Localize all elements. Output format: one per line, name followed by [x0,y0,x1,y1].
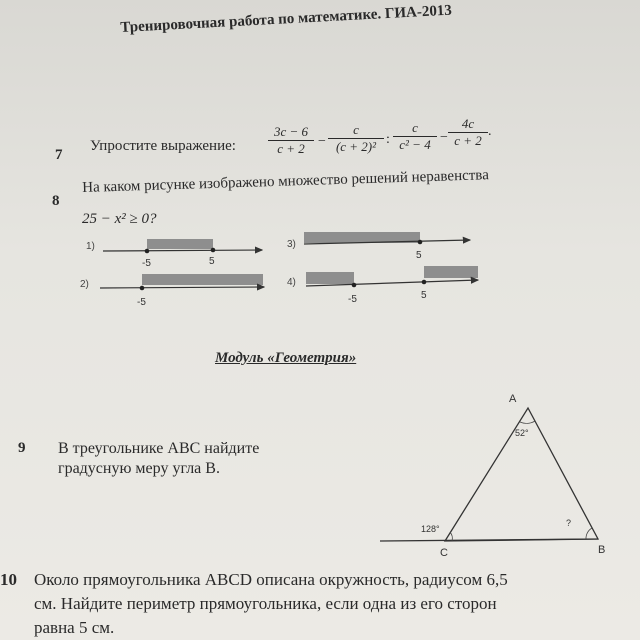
vertex-c-label: C [440,547,448,559]
option-1-number-line [103,239,262,253]
q7-operator-1: − [318,134,326,149]
option-1-shaded-interval [147,239,213,249]
q7-f3-denominator: c² − 4 [399,137,431,152]
option-3-number-line [304,232,470,244]
question-8-number: 8 [52,193,60,209]
option-4-tick-5: 5 [421,290,427,301]
option-4-label: 4) [287,277,296,288]
angle-b-value: ? [566,518,572,528]
option-2-shaded-ray [142,274,263,285]
vertex-a-label: A [509,393,517,405]
option-4-point-5 [422,280,427,285]
angle-b-arc [586,528,592,539]
option-1-label: 1) [86,241,95,252]
option-2-tick-minus5: -5 [137,297,146,308]
option-4-number-line [306,266,478,287]
q7-end: . [488,124,492,139]
option-2-number-line [100,274,264,290]
option-4-point-minus5 [352,283,357,288]
option-3-point-5 [418,240,423,245]
question-10-line-2: см. Найдите периметр прямоугольника, если одна из его сторон [34,594,497,613]
angle-c-value: 128° [421,524,440,534]
q7-f1-denominator: c + 2 [277,141,305,156]
option-2-label: 2) [80,279,89,290]
option-3-tick-5: 5 [416,250,422,261]
q7-f4-numerator: 4c [448,116,488,133]
option-1-point-5 [211,248,216,253]
option-4-shaded-left-ray [306,272,354,284]
question-10-line-1: Около прямоугольника ABCD описана окружность, радиусом 6,5 [34,570,508,589]
question-8-inequality: 25 − x² ≥ 0? [82,211,157,227]
q7-f3-numerator: c [393,120,437,137]
vertex-b-label: B [598,544,606,556]
angle-a-arc [520,421,535,423]
option-3-label: 3) [287,239,296,250]
question-10-number: 10 [0,570,17,589]
option-1-point-minus5 [145,249,150,254]
option-1-tick-5: 5 [209,256,215,267]
option-2-axis [100,287,264,288]
triangle-abc [380,393,605,559]
question-7-number: 7 [55,147,63,163]
option-2-point-minus5 [140,286,145,291]
question-8-text: На каком рисунке изображено множество решений неравенства [82,167,490,196]
q7-operator-3: − [440,130,448,145]
question-9-line-2: градусную меру угла B. [58,460,220,477]
question-9-line-1: В треугольнике ABC найдите [58,440,260,457]
question-9-number: 9 [18,440,26,456]
question-7-text: Упростите выражение: [90,138,236,154]
q7-f1-numerator: 3c − 6 [268,124,314,141]
angle-a-value: 52° [515,428,529,438]
page-header: Тренировочная работа по математике. ГИА-2013 [120,2,453,36]
option-1-axis [103,250,262,251]
q7-f4-denominator: c + 2 [454,133,482,148]
module-title: Модуль «Геометрия» [215,350,357,366]
option-1-tick-minus5: -5 [142,258,151,269]
q7-operator-2: : [386,132,390,147]
q7-f2-numerator: c [328,122,384,139]
q7-f2-denominator: (c + 2)² [335,139,377,154]
option-4-tick-minus5: -5 [348,294,357,305]
question-10-line-3: равна 5 см. [34,618,115,637]
option-4-shaded-right-ray [424,266,478,278]
